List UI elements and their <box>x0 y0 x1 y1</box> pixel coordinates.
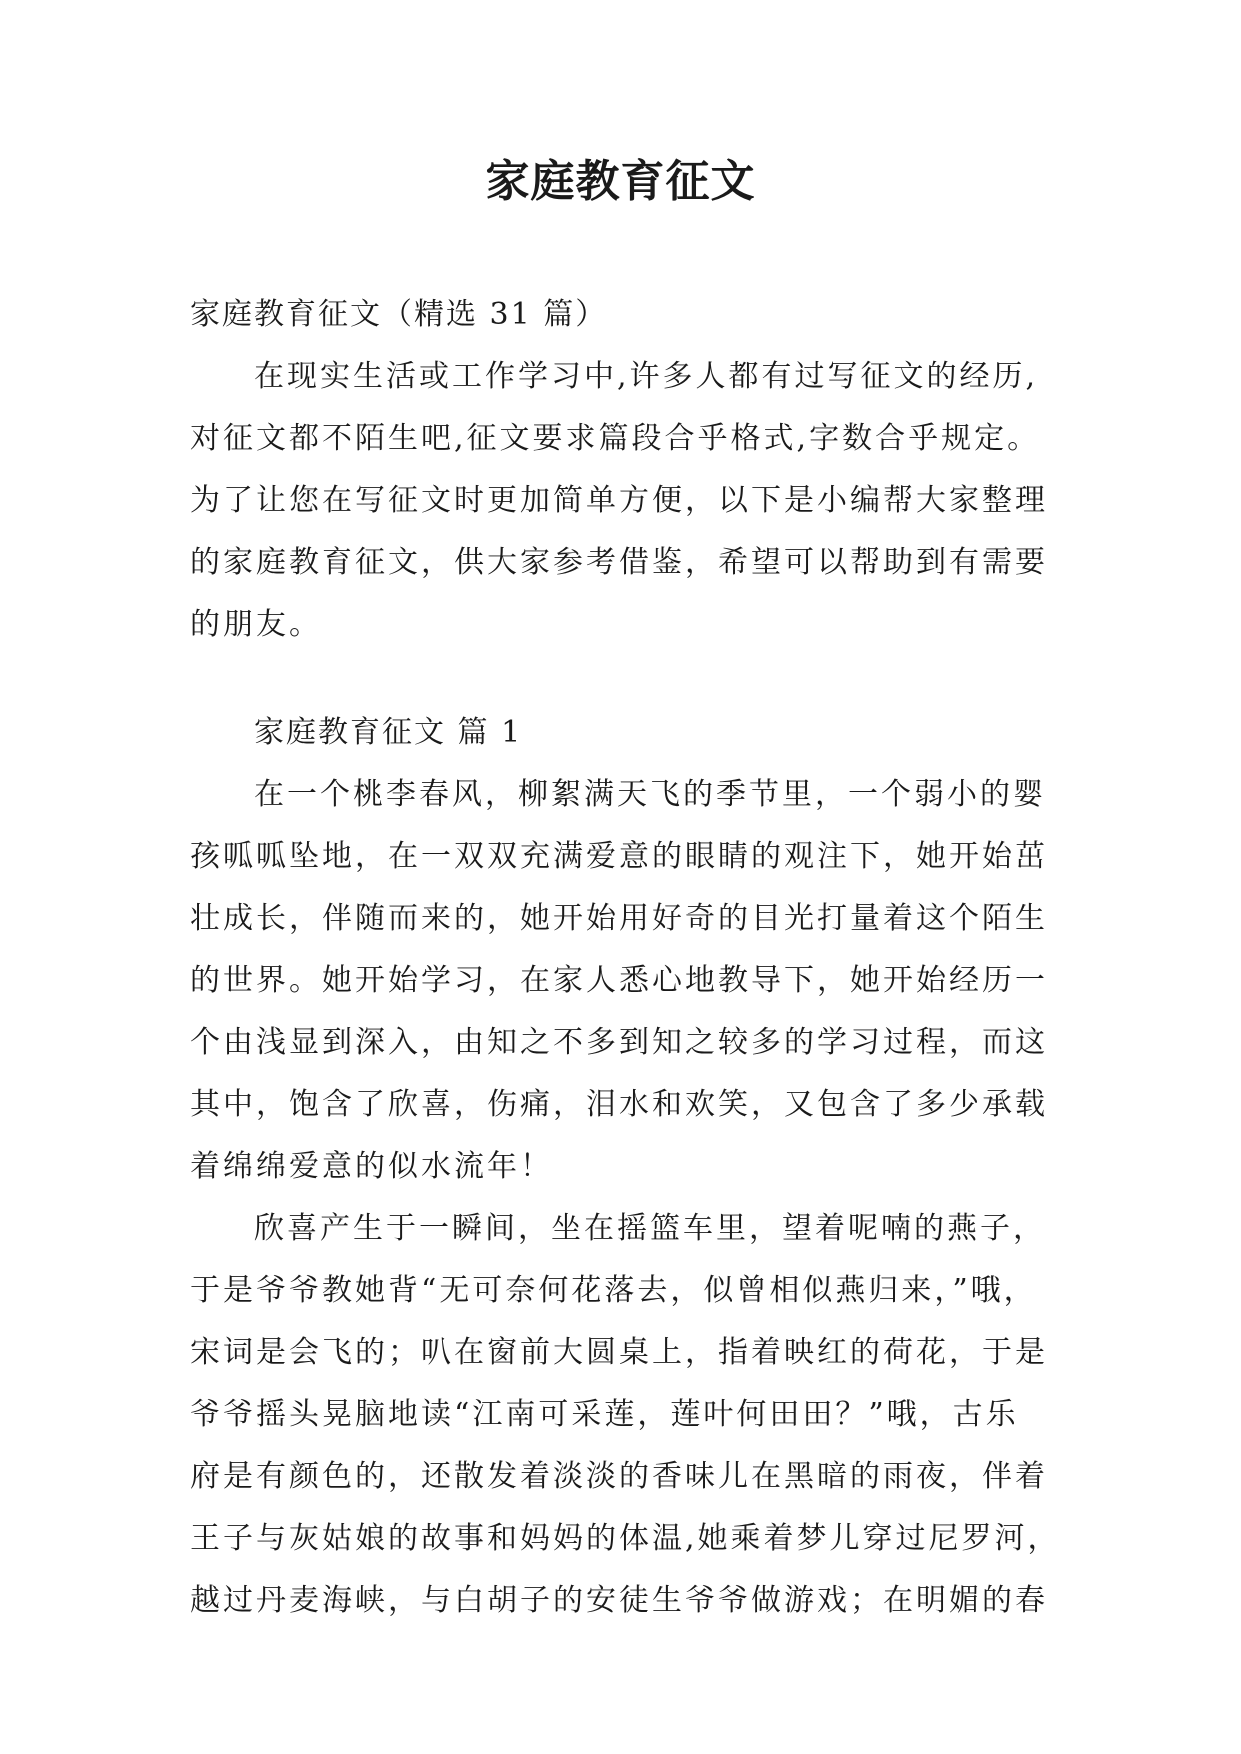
text-line: 为了让您在写征文时更加简单方便，以下是小编帮大家整理 <box>190 483 1048 518</box>
intro-paragraph <box>190 346 1070 656</box>
text-line: 在一个桃李春风，柳絮满天飞的季节里，一个弱小的婴 <box>254 777 1046 812</box>
text-line: 孩呱呱坠地，在一双双充满爱意的眼睛的观注下，她开始茁 <box>190 839 1048 874</box>
text-line: 个由浅显到深入，由知之不多到知之较多的学习过程，而这 <box>190 1025 1048 1060</box>
text-line: 的世界。她开始学习，在家人悉心地教导下，她开始经历一 <box>190 963 1048 998</box>
text-line: 其中，饱含了欣喜，伤痛，泪水和欢笑，又包含了多少承载 <box>190 1087 1048 1122</box>
text-line: 着绵绵爱意的似水流年！ <box>190 1149 553 1184</box>
document-body <box>190 284 1070 1632</box>
text-line: 王子与灰姑娘的故事和妈妈的体温,她乘着梦儿穿过尼罗河， <box>190 1521 1061 1556</box>
document-title: 家庭教育征文 <box>485 156 756 207</box>
text-line: 壮成长，伴随而来的，她开始用好奇的目光打量着这个陌生 <box>190 901 1048 936</box>
paragraph-1 <box>190 764 1070 1198</box>
paragraph-2 <box>190 1198 1070 1632</box>
text-line: 欣喜产生于一瞬间，坐在摇篮车里，望着呢喃的燕子， <box>254 1211 1046 1246</box>
text-line: 在现实生活或工作学习中,许多人都有过写征文的经历, <box>254 359 1039 394</box>
text-line: 对征文都不陌生吧,征文要求篇段合乎格式,字数合乎规定。 <box>190 421 1041 456</box>
text-line: 的家庭教育征文，供大家参考借鉴，希望可以帮助到有需要 <box>190 545 1048 580</box>
document-subtitle: 家庭教育征文（精选 31 篇） <box>190 297 608 332</box>
text-line: 宋词是会飞的；叭在窗前大圆桌上，指着映红的荷花，于是 <box>190 1335 1048 1370</box>
text-line: 爷爷摇头晃脑地读“江南可采莲，莲叶何田田？”哦，古乐 <box>190 1397 1019 1432</box>
section-spacer <box>190 656 1070 702</box>
text-line: 于是爷爷教她背“无可奈何花落去，似曾相似燕归来，”哦， <box>190 1273 1037 1308</box>
text-line: 的朋友。 <box>190 607 322 642</box>
section-heading: 家庭教育征文 篇 1 <box>254 715 523 750</box>
text-line: 越过丹麦海峡，与白胡子的安徒生爷爷做游戏；在明媚的春 <box>190 1583 1048 1618</box>
text-line: 府是有颜色的，还散发着淡淡的香味儿在黑暗的雨夜，伴着 <box>190 1459 1048 1494</box>
